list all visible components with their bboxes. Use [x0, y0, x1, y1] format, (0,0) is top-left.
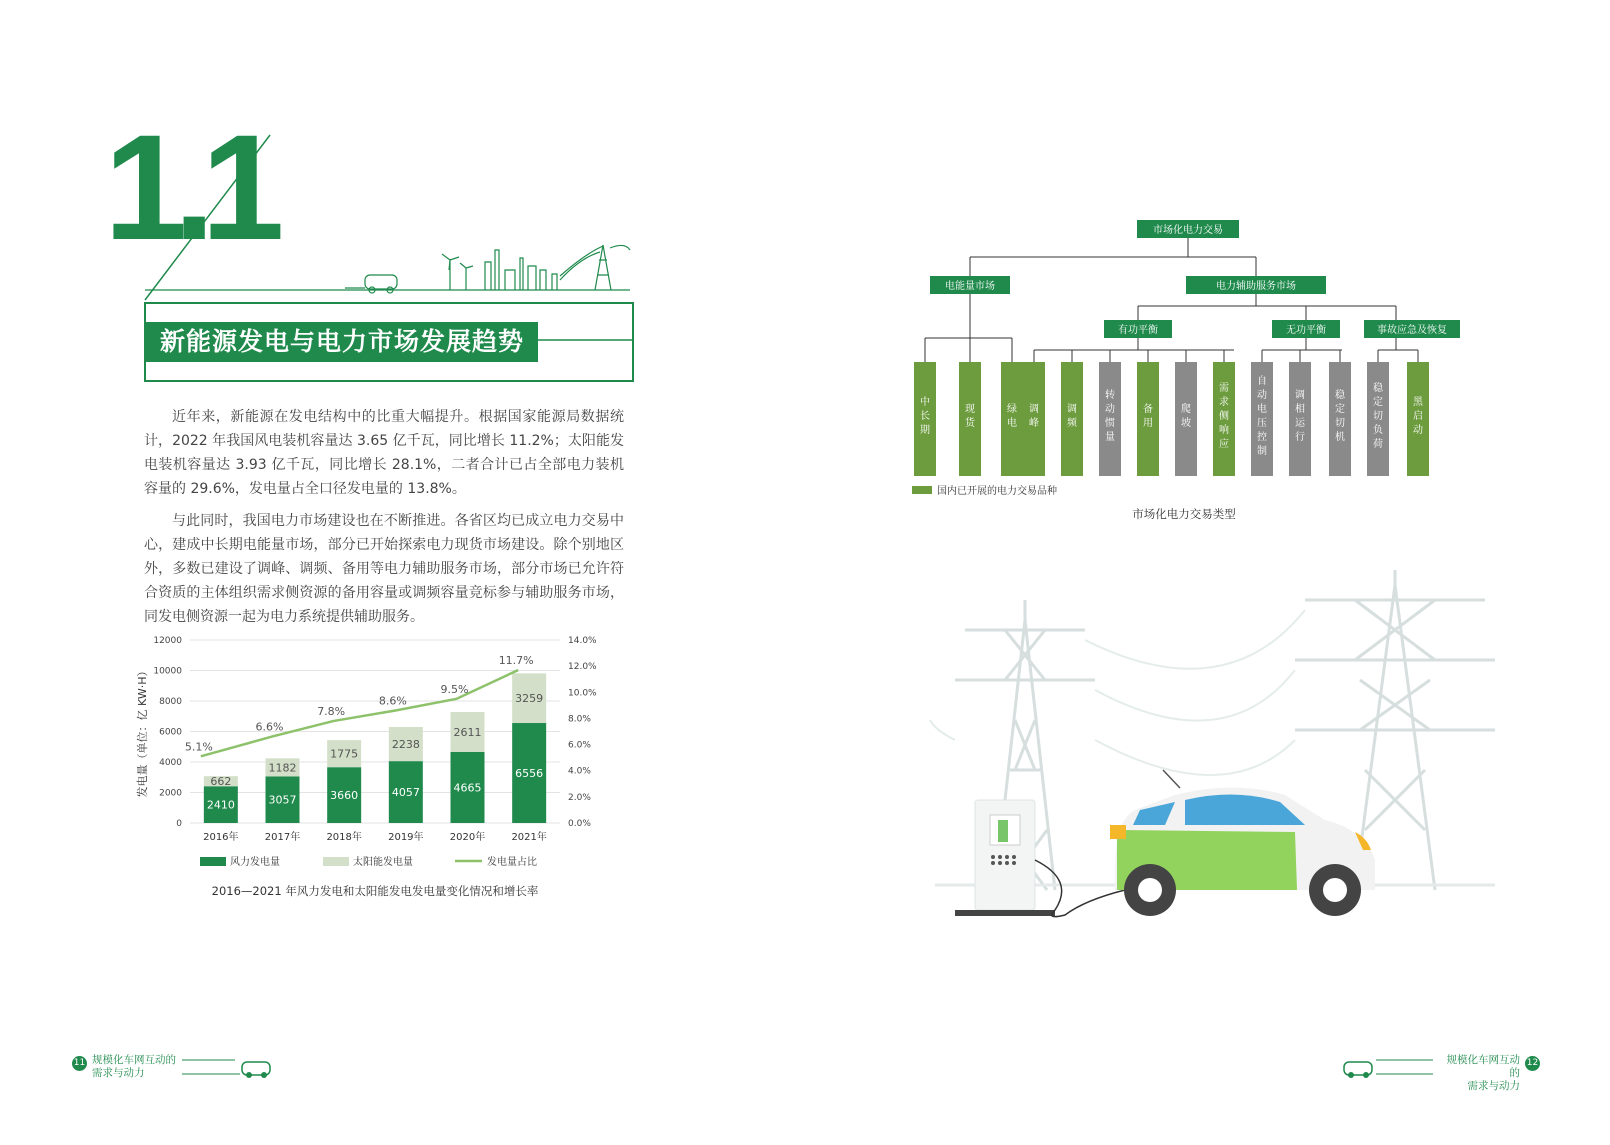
y-tick-label: 0	[176, 819, 182, 829]
tree-node-level2: 事故应急及恢复	[1377, 325, 1447, 336]
y-tick-label: 2000	[159, 788, 182, 799]
page-number-right: 12	[1525, 1056, 1540, 1071]
data-label-share: 9.5%	[440, 682, 469, 696]
tree-leaf-label: 需求侧响应	[1219, 383, 1229, 450]
tree-leaf-label: 调相运行	[1295, 390, 1305, 443]
legend-swatch-wind	[200, 857, 226, 866]
data-label-wind: 6556	[515, 767, 544, 781]
tree-node-level1: 电力辅助服务市场	[1216, 281, 1296, 292]
data-label-solar: 2611	[453, 725, 482, 739]
data-label-solar: 662	[210, 775, 232, 789]
header-illustration	[140, 130, 640, 305]
connector	[925, 294, 1012, 362]
legend-label-solar: 太阳能发电量	[353, 857, 413, 868]
y-axis-label: 发电量（单位：亿 KW·H）	[136, 665, 149, 798]
legend-swatch-solar	[323, 857, 349, 866]
data-label-share: 7.8%	[317, 705, 346, 719]
x-tick-label: 2016年	[203, 832, 239, 843]
data-label-wind: 4665	[453, 781, 482, 795]
page-number-left: 11	[72, 1056, 87, 1071]
footer-line: 规模化车网互动的	[92, 1054, 176, 1066]
data-label-solar: 2238	[391, 738, 420, 752]
connector	[1034, 338, 1234, 362]
footer-title-right	[1440, 1054, 1520, 1093]
paragraph: 与此同时，我国电力市场建设也在不断推进。各省区均已成立电力交易中心，建成中长期电能量市场，部分已开始探索电力现货市场建设。除个别地区外，多数已建设了调峰、调频、备用等电力辅助服务市场，部分市场已允许符合资质的主体组织需求侧资源的备用容量或调频容量竞标参与辅助服务市场，同发电侧资源一起为电力系统提供辅助服务。	[144, 513, 624, 625]
tree-leaf-label: 调峰	[1029, 404, 1039, 429]
y-tick-label: 8000	[159, 697, 182, 707]
legend-label-share: 发电量占比	[487, 857, 537, 868]
tree-leaf-label: 自动电压控制	[1257, 376, 1267, 457]
y2-tick-label: 6.0%	[568, 740, 591, 751]
ev-charging-illustration	[935, 570, 1505, 950]
y-tick-label: 6000	[159, 727, 182, 738]
y-tick-label: 4000	[159, 758, 182, 768]
tree-leaf-label: 稳定切机	[1335, 390, 1345, 443]
data-label-share: 11.7%	[498, 654, 534, 668]
data-label-share: 6.6%	[255, 720, 284, 734]
y-tick-label: 12000	[153, 636, 182, 646]
x-tick-label: 2021年	[511, 832, 547, 843]
legend-label-wind: 风力发电量	[230, 857, 280, 868]
x-tick-label: 2019年	[388, 832, 424, 843]
y2-tick-label: 2.0%	[568, 792, 591, 803]
data-label-wind: 4057	[391, 786, 420, 800]
y2-tick-label: 10.0%	[568, 688, 597, 699]
y-tick-label: 10000	[153, 666, 182, 677]
tree-legend-label: 国内已开展的电力交易品种	[937, 486, 1057, 497]
footer-line: 需求与动力	[92, 1067, 145, 1079]
data-label-share: 5.1%	[184, 740, 213, 754]
x-tick-label: 2017年	[264, 832, 301, 843]
footer-line: 规模化车网互动的	[1446, 1054, 1520, 1079]
tree-leaf-label: 稳定切负荷	[1373, 383, 1383, 450]
x-tick-label: 2018年	[326, 832, 362, 843]
data-label-solar: 1775	[330, 747, 359, 761]
footer-line: 需求与动力	[1467, 1080, 1520, 1092]
data-label-wind: 3057	[268, 793, 297, 807]
paragraph: 近年来，新能源在发电结构中的比重大幅提升。根据国家能源局数据统计，2022 年我国风电装机容量达 3.65 亿千瓦，同比增长 11.2%；太阳能发电装机容量达 3.93 亿千瓦，同比增长 28.1%，二者合计已占全部电力装机容量的 29.6%，发电量占全口径发电量的 13.8%。	[144, 409, 624, 497]
data-label-share: 8.6%	[378, 694, 407, 708]
body-text	[144, 405, 624, 637]
section-number: 1.1	[104, 103, 271, 271]
tree-root: 市场化电力交易	[1153, 225, 1223, 236]
footer-title-left	[92, 1054, 176, 1080]
tree-leaf-label: 爬坡	[1181, 404, 1191, 429]
data-label-wind: 2410	[206, 798, 235, 812]
tree-leaf-label: 现货	[965, 404, 975, 429]
generation-chart	[130, 636, 630, 930]
y2-tick-label: 4.0%	[568, 766, 591, 777]
tree-legend-swatch	[912, 486, 932, 494]
tree-leaf-label: 绿电	[1007, 404, 1017, 429]
y2-tick-label: 14.0%	[568, 636, 597, 646]
tree-node-level2: 无功平衡	[1286, 325, 1326, 336]
y2-tick-label: 8.0%	[568, 714, 591, 725]
chart-caption: 2016—2021 年风力发电和太阳能发电发电量变化情况和增长率	[211, 884, 539, 898]
tree-leaf-label: 转动惯量	[1105, 390, 1115, 443]
connector	[1138, 294, 1396, 320]
y2-tick-label: 0.0%	[568, 819, 591, 829]
tree-leaf-label: 调频	[1067, 404, 1077, 429]
tree-leaf-label: 备用	[1143, 404, 1153, 429]
data-label-wind: 3660	[330, 789, 359, 803]
tree-leaf-label: 黑启动	[1413, 397, 1423, 436]
data-label-solar: 1182	[268, 761, 297, 775]
connector	[1378, 338, 1418, 362]
y2-tick-label: 12.0%	[568, 662, 597, 673]
x-tick-label: 2020年	[449, 832, 486, 843]
footer-car-icon-right	[1340, 1052, 1435, 1082]
tree-caption: 市场化电力交易类型	[1132, 507, 1236, 521]
connector	[1262, 338, 1342, 362]
section-title: 新能源发电与电力市场发展趋势	[146, 322, 538, 362]
tree-leaf-label: 中长期	[920, 397, 930, 436]
footer-car-icon-left	[180, 1052, 275, 1082]
connector	[970, 237, 1256, 276]
data-label-solar: 3259	[515, 692, 544, 706]
tree-node-level1: 电能量市场	[945, 281, 995, 292]
market-tree-diagram	[920, 220, 1510, 550]
tree-node-level2: 有功平衡	[1118, 325, 1158, 336]
